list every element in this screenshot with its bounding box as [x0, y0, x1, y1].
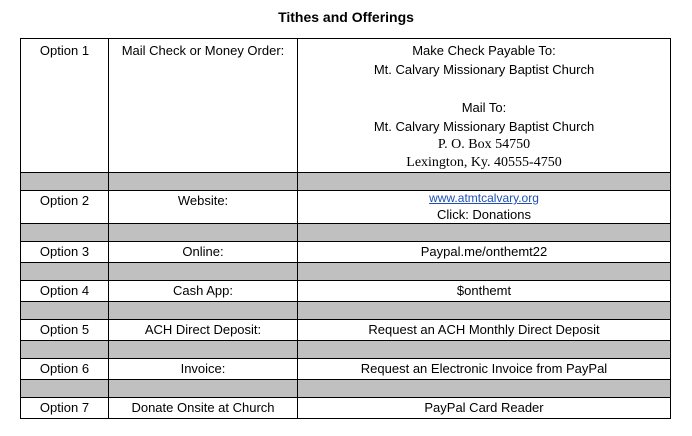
option-label: Option 7: [21, 398, 109, 419]
spacer-row: [21, 341, 671, 359]
city-line: Lexington, Ky. 40555-4750: [406, 155, 562, 170]
spacer-row: [21, 224, 671, 242]
option-method: Cash App:: [109, 281, 298, 302]
spacer-row: [21, 173, 671, 191]
option-label: Option 1: [21, 39, 109, 173]
option-details: $onthemt: [298, 281, 671, 302]
option-method: Invoice:: [109, 359, 298, 380]
table-row: [21, 39, 671, 173]
website-instruction: Click: Donations: [437, 207, 531, 222]
table-row: [21, 281, 671, 302]
option-details: Paypal.me/onthemt22: [298, 242, 671, 263]
option-label: Option 6: [21, 359, 109, 380]
option-method: ACH Direct Deposit:: [109, 320, 298, 341]
option-method: Mail Check or Money Order:: [109, 39, 298, 173]
table-row: [21, 242, 671, 263]
option-details: Request an ACH Monthly Direct Deposit: [298, 320, 671, 341]
table-row: [21, 359, 671, 380]
option-label: Option 3: [21, 242, 109, 263]
mail-name: Mt. Calvary Missionary Baptist Church: [373, 119, 595, 134]
spacer-row: [21, 263, 671, 281]
option-details: [298, 191, 671, 224]
option-label: Option 4: [21, 281, 109, 302]
website-link[interactable]: www.atmtcalvary.org: [429, 191, 539, 205]
table-row: [21, 191, 671, 224]
option-method: Online:: [109, 242, 298, 263]
spacer-row: [21, 302, 671, 320]
giving-options-table: [20, 38, 671, 419]
spacer-row: [21, 380, 671, 398]
payable-name: Mt. Calvary Missionary Baptist Church: [373, 62, 595, 77]
payable-heading: Make Check Payable To:: [412, 43, 556, 58]
document-title: Tithes and Offerings: [278, 9, 414, 25]
option-details: PayPal Card Reader: [298, 398, 671, 419]
po-box: P. O. Box 54750: [437, 137, 531, 152]
option-details: [298, 39, 671, 173]
option-method: Donate Onsite at Church: [109, 398, 298, 419]
option-details: Request an Electronic Invoice from PayPal: [298, 359, 671, 380]
mail-heading: Mail To:: [461, 100, 507, 115]
option-label: Option 2: [21, 191, 109, 224]
table-row: [21, 398, 671, 419]
table-row: [21, 320, 671, 341]
option-method: Website:: [109, 191, 298, 224]
option-label: Option 5: [21, 320, 109, 341]
